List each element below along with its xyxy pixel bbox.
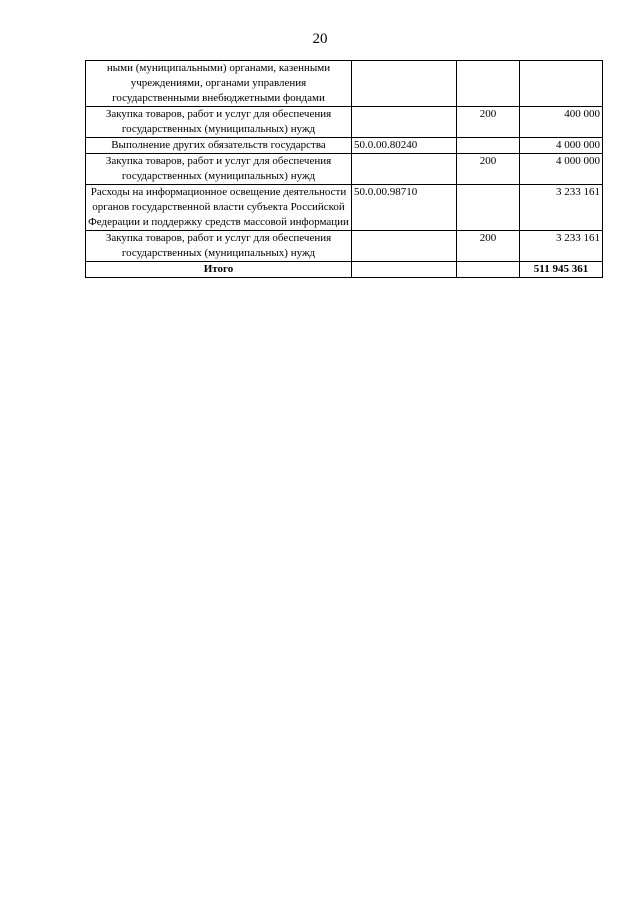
row-vr-cell [457,185,520,231]
row-csr-cell [352,107,457,138]
table-row [86,138,603,154]
total-sum: 511 945 361 [520,262,603,278]
total-csr-cell [352,262,457,278]
row-vr-cell: 200 [457,107,520,138]
page-number: 20 [312,31,328,47]
row-csr-cell: 50.0.00.80240 [352,138,457,154]
row-sum-cell: 400 000 [520,107,603,138]
row-name-cell: Выполнение других обязательств государства [86,138,352,154]
row-csr-cell [352,154,457,185]
table-row [86,154,603,185]
row-csr-cell [352,231,457,262]
total-row [86,262,603,278]
row-sum-cell: 3 233 161 [520,231,603,262]
table-row [86,185,603,231]
row-vr-cell [457,138,520,154]
row-name-cell: Расходы на информационное освещение деятельности органов государственной власти субъекта Российской Федерации и поддержку средств массовой информации [86,185,352,231]
total-vr-cell [457,262,520,278]
row-csr-cell [352,61,457,107]
table-row [86,61,603,107]
row-sum-cell [520,61,603,107]
row-name-cell: Закупка товаров, работ и услуг для обеспечения государственных (муниципальных) нужд [86,107,352,138]
row-name-cell: Закупка товаров, работ и услуг для обеспечения государственных (муниципальных) нужд [86,154,352,185]
row-vr-cell: 200 [457,154,520,185]
budget-table [85,60,603,278]
table-row [86,107,603,138]
row-name-cell: Закупка товаров, работ и услуг для обеспечения государственных (муниципальных) нужд [86,231,352,262]
row-sum-cell: 3 233 161 [520,185,603,231]
row-sum-cell: 4 000 000 [520,138,603,154]
row-vr-cell [457,61,520,107]
row-csr-cell: 50.0.00.98710 [352,185,457,231]
row-name-cell: ными (муниципальными) органами, казенными учреждениями, органами управления государственными внебюджетными фондами [86,61,352,107]
row-sum-cell: 4 000 000 [520,154,603,185]
table-row [86,231,603,262]
row-vr-cell: 200 [457,231,520,262]
total-label: Итого [86,262,352,278]
